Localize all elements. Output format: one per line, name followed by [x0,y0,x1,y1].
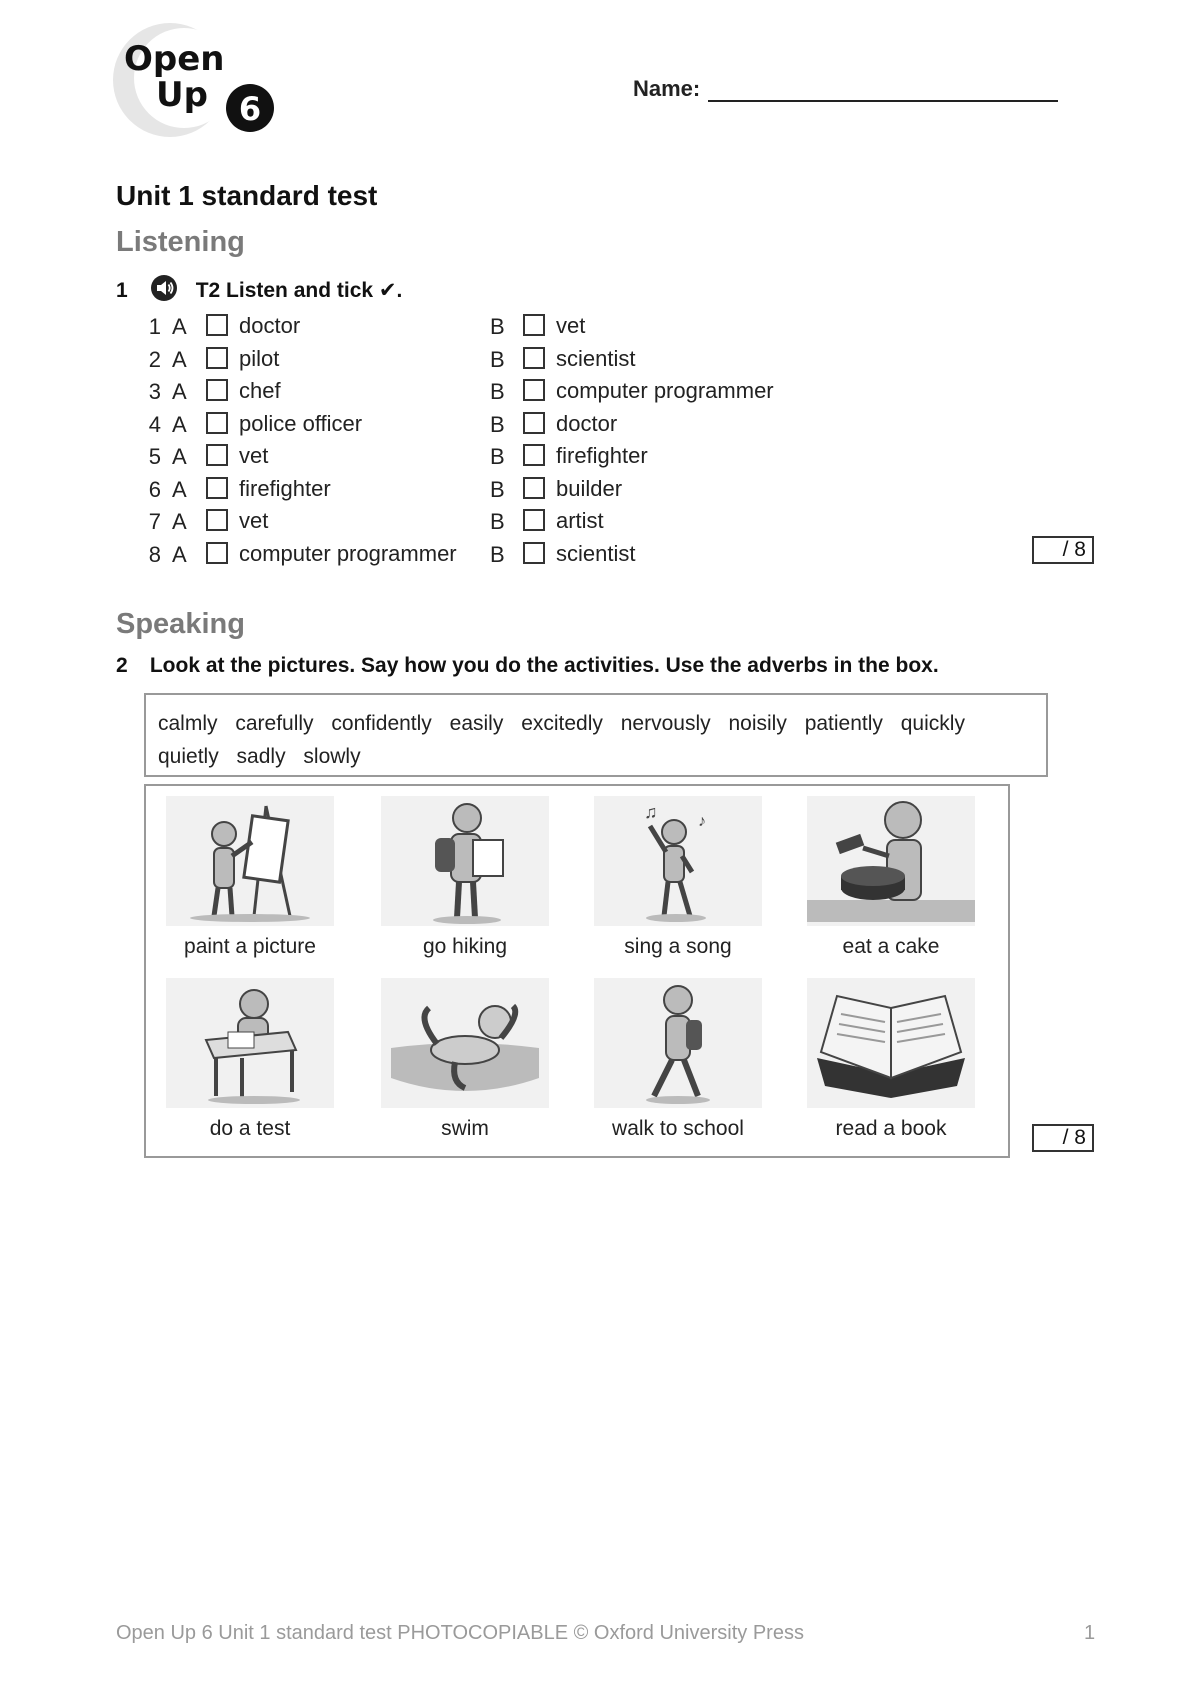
adverb: noisily [728,712,787,735]
option-b-checkbox[interactable] [523,314,545,336]
adverb: quietly [158,745,219,768]
svg-text:Up: Up [156,75,208,115]
listening-heading: Listening [116,226,245,258]
list-item [0,475,900,505]
picture-card [796,796,986,959]
open-book-icon [807,978,975,1108]
option-a-label: police officer [239,410,363,436]
option-b-label: scientist [556,540,636,566]
swimming-figure-icon [381,978,549,1108]
option-b-label: builder [556,475,623,501]
svg-text:Open: Open [124,39,225,79]
adverb: confidently [331,712,432,735]
list-item [0,312,900,342]
question-instruction: Look at the pictures. Say how you do the activities. Use the adverbs in the box. [149,654,939,677]
list-item [0,540,900,570]
option-b-checkbox[interactable] [523,412,545,434]
list-item [0,442,900,472]
hiking-figure-icon [381,796,549,926]
adverb: carefully [235,712,314,735]
picture-caption: walk to school [612,1117,744,1140]
option-a-checkbox[interactable] [206,347,228,369]
listening-score-box: / 8 [1032,536,1094,564]
adverb-word-box [144,693,1048,777]
picture-caption: eat a cake [842,935,940,958]
list-item [0,410,900,440]
option-b-label: doctor [556,410,618,436]
option-b-letter: B [490,444,505,469]
option-a-checkbox[interactable] [206,509,228,531]
option-b-letter: B [490,476,505,502]
option-a-checkbox[interactable] [206,477,228,499]
option-a-letter: A [172,509,187,534]
option-a-letter: A [172,346,187,372]
picture-card [583,796,773,959]
name-label: Name: [633,76,701,101]
audio-speaker-icon[interactable] [150,274,178,308]
question-instruction: T2 Listen and tick ✔. [195,279,403,302]
option-a-letter: A [172,476,187,502]
option-a-label: chef [239,378,281,403]
adverb: nervously [620,712,711,735]
option-b-checkbox[interactable] [523,347,545,369]
adverb: quickly [900,712,965,735]
item-number: 4 [148,411,161,437]
list-item [0,507,900,537]
adverb: sadly [236,745,286,768]
adverb: slowly [303,745,361,768]
option-a-letter: A [172,411,187,437]
option-b-checkbox[interactable] [523,379,545,401]
option-a-label: pilot [239,345,280,371]
option-a-label: doctor [239,313,301,338]
painting-figure-icon [166,796,334,926]
open-up-logo [112,22,282,138]
option-a-checkbox[interactable] [206,379,228,401]
picture-card [155,796,345,959]
question-number: 1 [116,279,128,302]
option-b-letter: B [490,509,505,534]
item-number: 3 [148,379,161,404]
desk-figure-icon [166,978,334,1108]
option-b-label: artist [556,508,604,533]
item-number: 7 [148,509,161,534]
option-a-checkbox[interactable] [206,412,228,434]
adverb: easily [449,712,504,735]
option-b-letter: B [490,541,505,567]
option-b-label: scientist [556,345,636,371]
picture-card [155,978,345,1141]
item-number: 2 [148,346,161,372]
adverb: patiently [804,712,883,735]
footer-text: Open Up 6 Unit 1 standard test PHOTOCOPIABLE © Oxford University Press [116,1622,804,1644]
option-b-checkbox[interactable] [523,444,545,466]
picture-card [583,978,773,1141]
list-item [0,345,900,375]
option-b-letter: B [490,346,505,372]
option-a-checkbox[interactable] [206,314,228,336]
option-b-label: firefighter [556,443,648,468]
option-a-letter: A [172,314,187,339]
svg-text:6: 6 [238,90,262,128]
item-number: 8 [148,541,161,567]
adverb: excitedly [521,712,603,735]
picture-caption: read a book [835,1117,947,1140]
item-number: 6 [148,476,161,502]
option-a-label: vet [239,508,269,533]
picture-card [370,978,560,1141]
picture-caption: go hiking [422,935,508,958]
name-field[interactable] [708,100,1058,102]
picture-caption: do a test [209,1117,291,1140]
picture-caption: paint a picture [184,935,316,958]
option-b-label: vet [556,313,586,338]
question-2-header [116,654,939,678]
option-a-checkbox[interactable] [206,444,228,466]
speaking-score-box: / 8 [1032,1124,1094,1152]
picture-card [796,978,986,1141]
list-item [0,377,900,407]
option-b-checkbox[interactable] [523,542,545,564]
option-b-letter: B [490,411,505,437]
picture-card [370,796,560,959]
option-a-label: computer programmer [239,540,457,566]
option-a-letter: A [172,541,187,567]
item-number: 5 [148,444,161,469]
question-number: 2 [116,654,128,677]
picture-caption: swim [441,1117,489,1140]
option-b-letter: B [490,314,505,339]
option-b-checkbox[interactable] [523,477,545,499]
speaking-heading: Speaking [116,608,245,640]
option-a-label: firefighter [239,475,331,501]
item-number: 1 [148,314,161,339]
option-b-checkbox[interactable] [523,509,545,531]
svg-text:♪: ♪ [698,813,706,830]
page-title: Unit 1 standard test [116,180,378,211]
option-a-label: vet [239,443,269,468]
singing-figure-icon [594,796,762,926]
svg-text:♫: ♫ [644,802,658,822]
cake-figure-icon [807,796,975,926]
walking-figure-icon [594,978,762,1108]
option-a-letter: A [172,379,187,404]
option-a-letter: A [172,444,187,469]
question-1-header [116,274,402,308]
option-b-letter: B [490,379,505,404]
adverb: calmly [158,712,218,735]
option-a-checkbox[interactable] [206,542,228,564]
picture-caption: sing a song [624,935,732,958]
option-b-label: computer programmer [556,378,774,403]
page-number: 1 [1084,1622,1096,1644]
picture-grid [144,784,1010,1158]
